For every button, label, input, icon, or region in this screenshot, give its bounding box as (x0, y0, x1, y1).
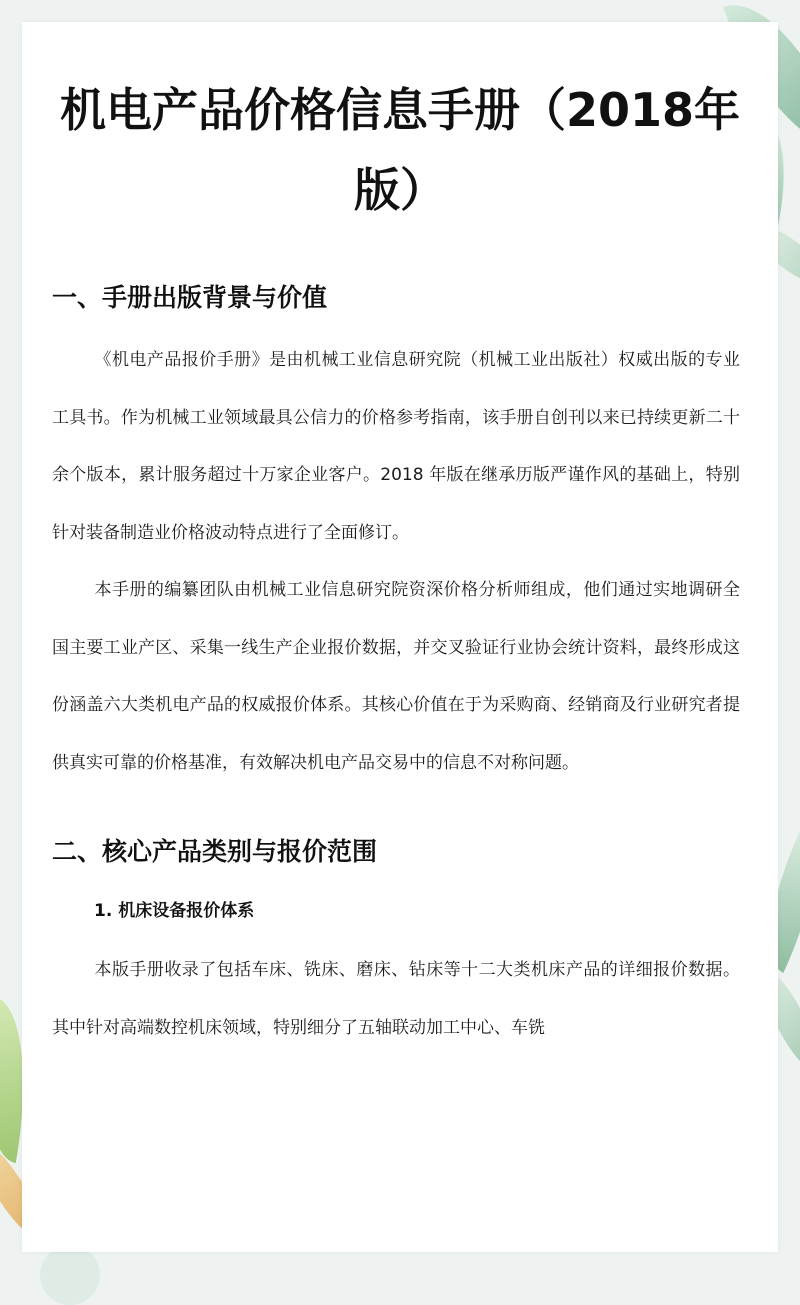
section-heading-product-categories: 二、核心产品类别与报价范围 (52, 837, 378, 866)
paragraph: 本手册的编纂团队由机械工业信息研究院资深价格分析师组成，他们通过实地调研全国主要工业产区、采集一线生产企业报价数据，并交叉验证行业协会统计资料，最终形成这份涵盖六大类机电产品的权威报价体系。其核心价值在于为采购商、经销商及行业研究者提供真实可靠的价格基准，有效解决机电产品交易中的信息不对称问题。 (52, 580, 740, 773)
document-page (22, 22, 778, 1252)
paragraph: 本版手册收录了包括车床、铣床、磨床、钻床等十二大类机床产品的详细报价数据。其中针对高端数控机床领域，特别细分了五轴联动加工中心、车铣 (52, 960, 740, 1038)
paragraph: 《机电产品报价手册》是由机械工业信息研究院（机械工业出版社）权威出版的专业工具书。作为机械工业领域最具公信力的价格参考指南，该手册自创刊以来已持续更新二十余个版本，累计服务超过十万家企业客户。2018 年版在继承历版严谨作风的基础上，特别针对装备制造业价格波动特点进行了全面修订。 (52, 350, 740, 543)
subsection-heading-machine-tools: 1. 机床设备报价体系 (94, 901, 255, 921)
leaf-decoration-icon (40, 1245, 100, 1305)
document-title: 机电产品价格信息手册（2018年版） (59, 83, 741, 217)
section-heading-background: 一、手册出版背景与价值 (52, 283, 328, 312)
